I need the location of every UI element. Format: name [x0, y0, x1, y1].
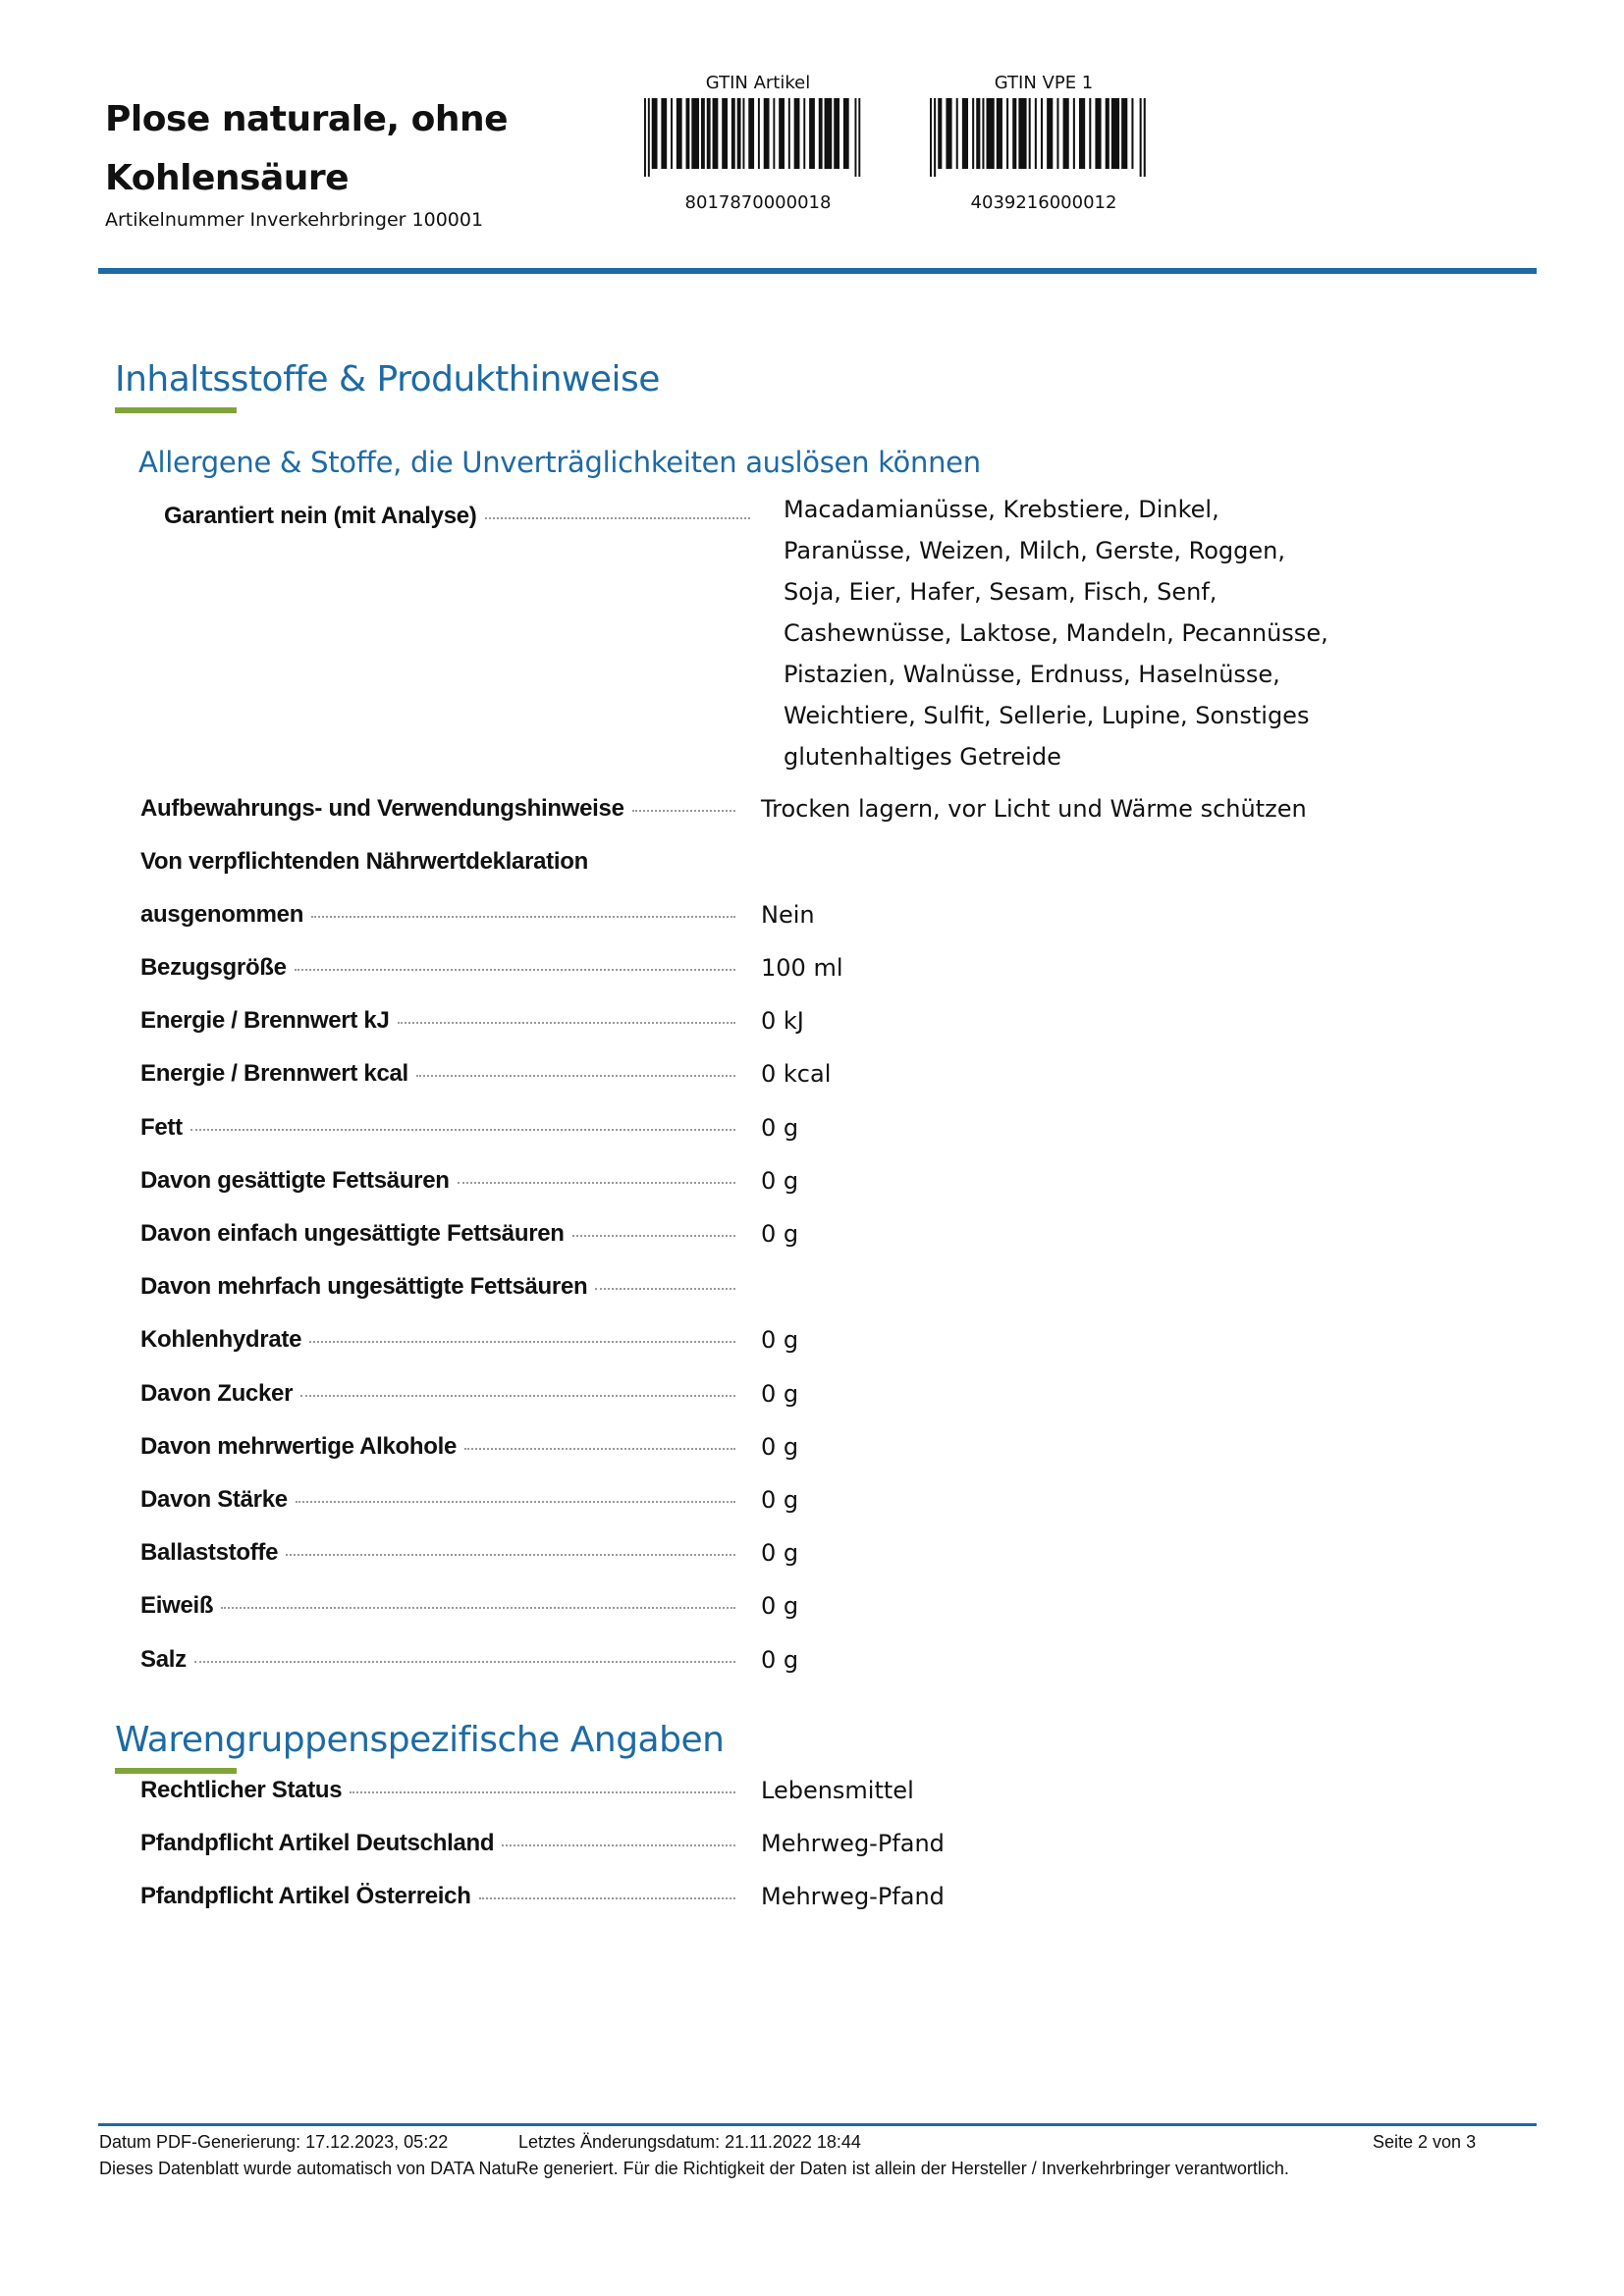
nutrition-value: 0 g [761, 1486, 799, 1514]
allergen-line: Cashewnüsse, Laktose, Mandeln, Pecannüsse, [784, 619, 1328, 647]
row-label-wrap [140, 1273, 735, 1301]
dot-leader [485, 516, 750, 519]
nutrition-value: 0 g [761, 1113, 799, 1142]
nutrition-value: 0 kJ [761, 1007, 804, 1036]
product-title [105, 90, 576, 208]
nutrition-label: Energie / Brennwert kcal [140, 1060, 408, 1088]
dot-leader [190, 1128, 735, 1131]
allergen-line: Soja, Eier, Hafer, Sesam, Fisch, Senf, [784, 578, 1218, 606]
barcode-1-image [644, 98, 872, 177]
nutrition-value: 0 g [761, 1166, 799, 1195]
nutrition-row [140, 1007, 1515, 1060]
dot-leader [416, 1074, 735, 1077]
allergen-line: glutenhaltiges Getreide [784, 743, 1061, 771]
product-title-line1: Plose naturale, ohne [105, 99, 509, 139]
nutrition-row [140, 1114, 1515, 1167]
section-heading-product-group: Warengruppenspezifische Angaben [115, 1720, 725, 1760]
nutrition-label: Davon einfach ungesättigte Fettsäuren [140, 1220, 565, 1247]
dot-leader [398, 1021, 736, 1024]
allergen-row-label [164, 503, 759, 530]
nutrition-label: Davon Stärke [140, 1486, 288, 1513]
dot-leader [464, 1447, 735, 1450]
footer-divider [98, 2123, 1537, 2126]
dot-leader [350, 1790, 735, 1793]
allergen-line: Weichtiere, Sulfit, Sellerie, Lupine, Sonstiges [784, 702, 1310, 729]
allergen-values [784, 489, 1333, 777]
row-label-wrap [140, 1777, 735, 1804]
barcode-2-image [930, 98, 1158, 177]
row-label-wrap [140, 1592, 735, 1620]
nutrition-value: 0 g [761, 1539, 799, 1568]
nutrition-row [140, 1646, 1515, 1699]
product-title-line2: Kohlensäure [105, 158, 350, 198]
storage-value: Trocken lagern, vor Licht und Wärme schützen [761, 795, 1307, 823]
nutrition-label: Energie / Brennwert kJ [140, 1007, 390, 1035]
product-group-label: Pfandpflicht Artikel Deutschland [140, 1830, 495, 1856]
allergen-line: Macadamianüsse, Krebstiere, Dinkel, [784, 496, 1219, 523]
nutrition-row [140, 1380, 1515, 1433]
nutrition-row [140, 1060, 1515, 1113]
section-heading-underline [115, 407, 237, 413]
nutrition-value: 0 g [761, 1592, 799, 1621]
nutrition-value: 0 kcal [761, 1060, 832, 1089]
allergen-line: Pistazien, Walnüsse, Erdnuss, Haselnüsse, [784, 661, 1280, 688]
exempt-value: Nein [761, 901, 815, 929]
dot-leader [194, 1660, 735, 1663]
row-label-wrap [140, 848, 735, 876]
nutrition-row [140, 954, 1515, 1007]
row-label-wrap [140, 1326, 735, 1354]
nutrition-label: Eiweiß [140, 1592, 214, 1620]
row-label-wrap [140, 1539, 735, 1567]
row-label-wrap [140, 954, 735, 982]
dot-leader [296, 1500, 735, 1503]
product-group-value: Lebensmittel [761, 1777, 914, 1804]
dot-leader [295, 968, 735, 971]
row-label-wrap [140, 1646, 735, 1674]
nutrition-row [140, 1539, 1515, 1592]
nutrition-label: Salz [140, 1645, 187, 1673]
row-label-wrap [140, 1380, 735, 1408]
nutrition-label: Kohlenhydrate [140, 1326, 302, 1354]
nutrition-row [140, 1433, 1515, 1486]
barcode-1-number: 8017870000018 [684, 192, 832, 213]
allergen-label: Garantiert nein (mit Analyse) [164, 503, 477, 529]
product-group-value: Mehrweg-Pfand [761, 1883, 945, 1910]
nutrition-label: Davon mehrfach ungesättigte Fettsäuren [140, 1273, 588, 1301]
row-label-wrap [140, 1433, 735, 1461]
product-group-row [140, 1883, 1515, 1936]
nutrition-label: Bezugsgröße [140, 954, 287, 981]
nutrition-row [140, 1220, 1515, 1273]
dot-leader [311, 915, 735, 918]
nutrition-label: Davon mehrwertige Alkohole [140, 1432, 458, 1460]
nutrition-label: Fett [140, 1113, 183, 1141]
product-group-label: Pfandpflicht Artikel Österreich [140, 1883, 471, 1909]
dot-leader [221, 1606, 735, 1609]
nutrition-value: 0 g [761, 1645, 799, 1674]
row-label-wrap [140, 1883, 735, 1910]
row-label-wrap [140, 1830, 735, 1857]
product-group-row [140, 1830, 1515, 1883]
row-label-wrap [140, 1167, 735, 1195]
product-group-value: Mehrweg-Pfand [761, 1830, 945, 1857]
nutrition-value: 0 g [761, 1326, 799, 1355]
nutrition-value: 0 g [761, 1220, 799, 1248]
dot-leader [458, 1181, 735, 1184]
footer-page-number: Seite 2 von 3 [1373, 2132, 1477, 2152]
row-label-wrap [140, 901, 735, 929]
row-label-wrap [140, 1486, 735, 1514]
section-heading-underline [115, 1768, 237, 1774]
nutrition-value: 0 g [761, 1432, 799, 1461]
footer-generated-date: Datum PDF-Generierung: 17.12.2023, 05:22 [99, 2132, 449, 2152]
row-label-wrap [140, 1007, 735, 1035]
exempt-row-line1 [140, 848, 1515, 901]
subsection-heading-allergens: Allergene & Stoffe, die Unverträglichkeiten auslösen können [138, 446, 981, 479]
dot-leader [309, 1340, 735, 1343]
product-group-row [140, 1777, 1515, 1830]
footer-disclaimer: Dieses Datenblatt wurde automatisch von DATA NatuRe generiert. Für die Richtigkeit der Daten ist allein der Hersteller / Inverkehrbringer verantwortlich. [99, 2159, 1289, 2178]
row-label-wrap [140, 795, 735, 823]
row-label-wrap [140, 1114, 735, 1142]
product-group-label: Rechtlicher Status [140, 1777, 343, 1803]
nutrition-row [140, 1592, 1515, 1645]
nutrition-row [140, 1326, 1515, 1379]
nutrition-label: Davon Zucker [140, 1379, 294, 1407]
dot-leader [479, 1896, 735, 1899]
dot-leader [595, 1287, 735, 1290]
storage-label: Aufbewahrungs- und Verwendungshinweise [140, 795, 624, 822]
barcode-1-label: GTIN Artikel [705, 73, 811, 93]
exempt-label-line1: Von verpflichtenden Nährwertdeklaration [140, 848, 588, 875]
dot-leader [502, 1843, 735, 1846]
dot-leader [286, 1553, 735, 1556]
nutrition-value: 100 ml [761, 954, 843, 982]
nutrition-row [140, 1167, 1515, 1220]
exempt-label-line2: ausgenommen [140, 901, 304, 928]
exempt-row [140, 901, 1515, 954]
nutrition-value: 0 g [761, 1379, 799, 1408]
section-heading-ingredients: Inhaltsstoffe & Produkthinweise [115, 359, 660, 400]
nutrition-row [140, 1486, 1515, 1539]
row-label-wrap [140, 1220, 735, 1248]
storage-row [140, 795, 1515, 848]
barcode-2-number: 4039216000012 [970, 192, 1117, 213]
dot-leader [572, 1234, 735, 1237]
nutrition-label: Davon gesättigte Fettsäuren [140, 1166, 450, 1194]
row-label-wrap [140, 1060, 735, 1088]
nutrition-row [140, 1273, 1515, 1326]
nutrition-label: Ballaststoffe [140, 1539, 279, 1567]
dot-leader [300, 1394, 735, 1397]
allergen-line: Paranüsse, Weizen, Milch, Gerste, Roggen, [784, 537, 1285, 564]
dot-leader [632, 809, 735, 812]
article-number: Artikelnummer Inverkehrbringer 100001 [105, 209, 484, 231]
barcode-2-label: GTIN VPE 1 [994, 73, 1094, 93]
header-divider [98, 268, 1537, 274]
footer-changed-date: Letztes Änderungsdatum: 21.11.2022 18:44 [518, 2132, 861, 2152]
